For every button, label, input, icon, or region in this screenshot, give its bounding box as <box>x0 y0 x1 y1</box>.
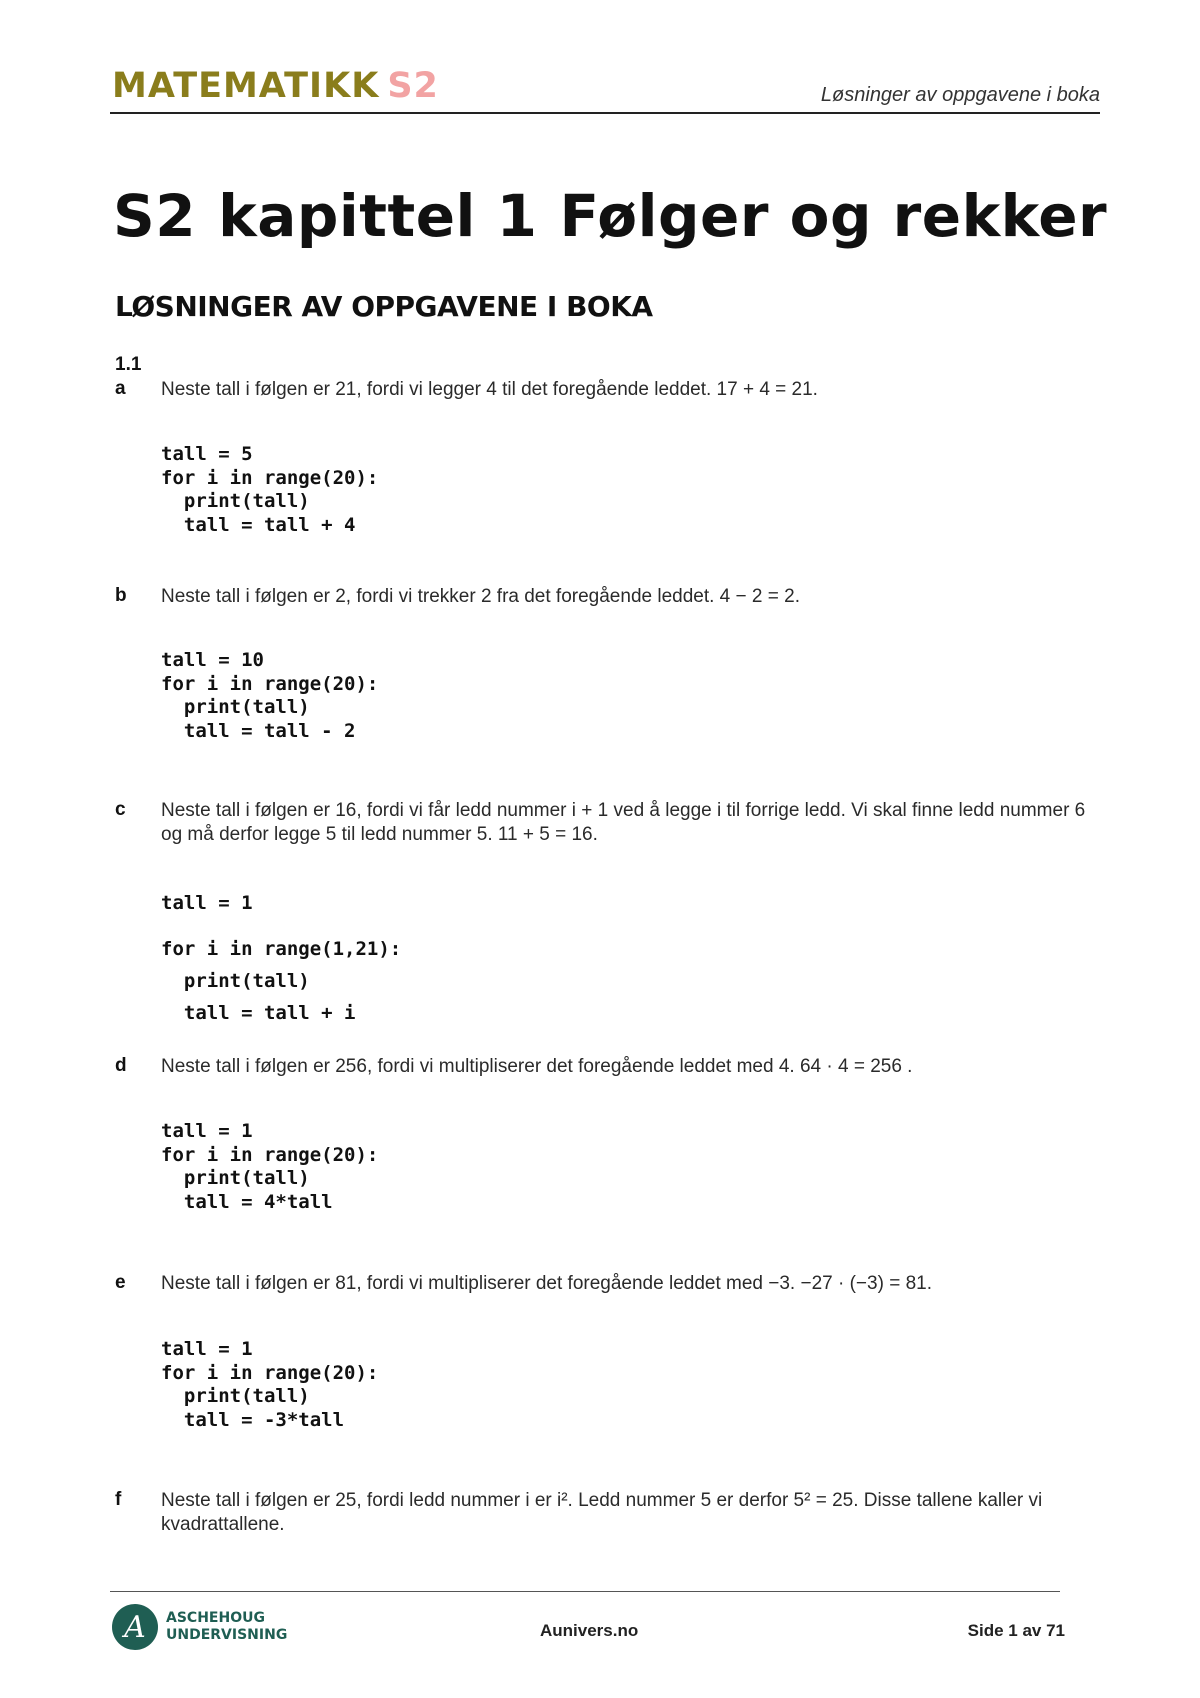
part-text-b: Neste tall i følgen er 2, fordi vi trekker 2 fra det foregående leddet. 4 − 2 = 2. <box>161 586 800 607</box>
aschehoug-emblem-icon: A <box>112 1604 158 1650</box>
publisher-line-2: UNDERVISNING <box>166 1627 288 1643</box>
code-line: for i in range(20): <box>161 1361 379 1384</box>
code-line: print(tall) <box>161 970 310 992</box>
matematikk-s2-logo <box>112 66 439 106</box>
code-line: tall = tall + 4 <box>161 513 356 536</box>
part-text-f: Neste tall i følgen er 25, fordi ledd nummer i er i². Ledd nummer 5 er derfor 5² = 25. Disse tallene kaller vi kvadrattallene. <box>161 1490 1043 1535</box>
part-text-c: Neste tall i følgen er 16, fordi vi får ledd nummer i + 1 ved å legge i til forrige ledd. Vi skal finne ledd nummer 6 og må derfor legge 5 til ledd nummer 5. 11 + 5 = 16. <box>161 800 1086 845</box>
code-block-a <box>161 443 378 537</box>
header-divider <box>110 112 1100 114</box>
code-block-b <box>161 649 378 743</box>
title-part-3: Følger og rekker <box>559 182 1108 250</box>
part-letter-c: c <box>115 799 126 820</box>
code-line: for i in range(1,21): <box>161 938 402 960</box>
code-line: tall = 10 <box>161 649 264 671</box>
code-block-e <box>161 1338 378 1432</box>
title-part-2: kapittel 1 <box>218 182 538 250</box>
code-line: for i in range(20): <box>161 1143 379 1166</box>
page-number: Side 1 av 71 <box>967 1621 1065 1640</box>
code-line: tall = 1 <box>161 1120 253 1142</box>
code-block-c <box>161 887 401 1029</box>
logo-s2-text: S2 <box>387 66 439 106</box>
code-line <box>161 919 401 933</box>
logo-main-text: MATEMATIKK <box>112 66 380 106</box>
code-block-d <box>161 1120 378 1214</box>
part-letter-d: d <box>115 1055 127 1076</box>
code-line: print(tall) <box>161 1167 310 1190</box>
part-letter-a: a <box>115 378 126 399</box>
code-line: print(tall) <box>161 1385 310 1408</box>
aschehoug-logo <box>112 1604 287 1650</box>
code-line: for i in range(20): <box>161 672 379 695</box>
footer-website: Aunivers.no <box>540 1621 639 1640</box>
code-line: print(tall) <box>161 696 310 719</box>
part-letter-e: e <box>115 1272 126 1293</box>
part-text-a: Neste tall i følgen er 21, fordi vi legger 4 til det foregående leddet. 17 + 4 = 21. <box>161 379 818 400</box>
code-line: tall = -3*tall <box>161 1408 345 1431</box>
task-number: 1.1 <box>115 354 142 375</box>
code-line: tall = tall - 2 <box>161 719 356 742</box>
code-line: tall = 1 <box>161 1338 253 1360</box>
part-letter-b: b <box>115 585 127 606</box>
code-line: print(tall) <box>161 490 310 513</box>
title-part-1: S2 <box>113 182 197 250</box>
part-text-e: Neste tall i følgen er 81, fordi vi multipliserer det foregående leddet med −3. −27 · (−3) = 81. <box>161 1273 932 1294</box>
code-line: tall = 5 <box>161 443 253 465</box>
page-title <box>113 182 1129 250</box>
code-line: tall = 1 <box>161 892 253 914</box>
code-line: tall = 4*tall <box>161 1190 333 1213</box>
code-line: for i in range(20): <box>161 466 379 489</box>
header-caption: Løsninger av oppgavene i boka <box>820 84 1100 106</box>
footer-divider <box>110 1591 1060 1592</box>
page-subtitle: LØSNINGER AV OPPGAVENE I BOKA <box>115 290 653 323</box>
publisher-line-1: ASCHEHOUG <box>166 1610 265 1626</box>
publisher-name <box>166 1610 287 1644</box>
code-line: tall = tall + i <box>161 1002 356 1024</box>
part-text-d: Neste tall i følgen er 256, fordi vi multipliserer det foregående leddet med 4. 64 · 4 = 256 . <box>161 1056 913 1077</box>
part-letter-f: f <box>115 1489 122 1510</box>
